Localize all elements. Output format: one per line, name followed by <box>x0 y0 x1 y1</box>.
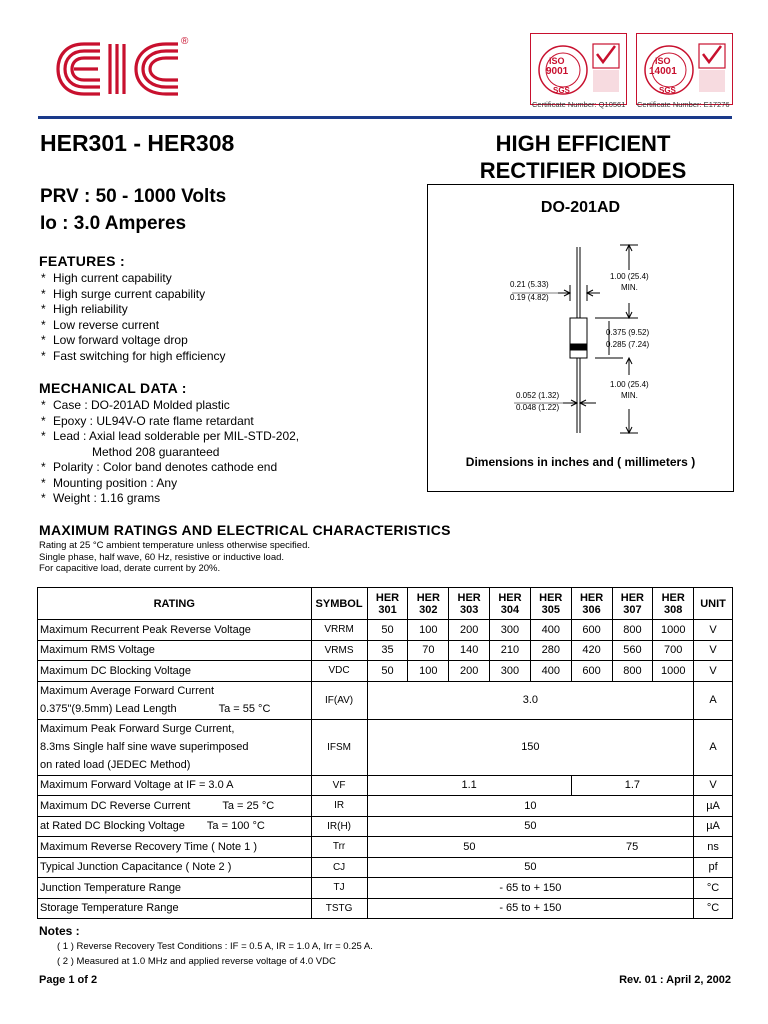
table-cell: Trr <box>311 837 367 858</box>
table-cell: IF(AV) <box>311 681 367 719</box>
table-cell: IR(H) <box>311 816 367 837</box>
part-header <box>530 588 571 620</box>
table-cell: IR <box>311 796 367 817</box>
table-cell: Maximum Peak Forward Surge Current, 8.3ms Single half sine wave superimposed on rated load (JEDEC Method) <box>38 719 312 775</box>
table-cell: A <box>694 719 733 775</box>
table-row <box>38 878 733 899</box>
lead-length-top-min: MIN. <box>621 283 638 292</box>
part-header <box>571 588 612 620</box>
table-cell: 50 <box>367 661 408 682</box>
body-dia-max: 0.21 (5.33) <box>510 280 549 289</box>
table-cell: 280 <box>530 640 571 661</box>
features-heading: FEATURES : <box>39 253 125 269</box>
table-cell: HER <box>661 591 685 604</box>
table-cell: 301 <box>378 603 397 616</box>
table-cell: VDC <box>311 661 367 682</box>
table-cell: 300 <box>490 661 531 682</box>
table-cell: 1000 <box>653 661 694 682</box>
body-dia-min: 0.19 (4.82) <box>510 293 549 302</box>
table-cell: 150 <box>367 719 694 775</box>
table-cell: HER <box>375 591 400 604</box>
page-number: Page 1 of 2 <box>39 974 98 986</box>
table-cell: 600 <box>571 620 612 641</box>
table-cell: HER <box>620 591 645 604</box>
rating-note: Rating at 25 °C ambient temperature unless otherwise specified. <box>39 540 310 551</box>
table-cell: 200 <box>449 661 490 682</box>
table-cell: °C <box>694 878 733 899</box>
table-cell: Maximum DC Blocking Voltage <box>38 661 312 682</box>
package-drawing <box>428 185 733 491</box>
table-header-row <box>38 588 733 620</box>
table-row <box>38 857 733 878</box>
list-item: * Lead : Axial lead solderable per MIL-STD-202, <box>39 429 419 445</box>
iso9001-badge <box>530 33 627 105</box>
notes-section <box>39 924 729 969</box>
header-rule <box>38 116 732 119</box>
table-cell: 304 <box>500 603 520 616</box>
table-cell: 302 <box>419 603 438 616</box>
table-cell: at Rated DC Blocking Voltage Ta = 100 °C <box>38 816 312 837</box>
table-cell: 600 <box>571 661 612 682</box>
part-range-title: HER301 - HER308 <box>40 130 235 156</box>
table-cell: 303 <box>459 603 479 616</box>
list-item: * Weight : 1.16 grams <box>39 491 419 507</box>
table-row <box>38 681 733 719</box>
note-1: ( 1 ) Reverse Recovery Test Conditions : IF = 0.5 A, IR = 1.0 A, Irr = 0.25 A. <box>57 941 373 952</box>
table-cell: 1.7 <box>571 775 693 796</box>
ratings-table <box>37 587 733 919</box>
lead-length-bottom-min: MIN. <box>621 391 638 400</box>
part-header <box>612 588 653 620</box>
table-cell: 100 <box>408 620 449 641</box>
body-length-min: 0.285 (7.24) <box>606 340 650 349</box>
table-cell: 420 <box>571 640 612 661</box>
rating-note: Single phase, half wave, 60 Hz, resistive or inductive load. <box>39 551 285 563</box>
table-cell: VF <box>311 775 367 796</box>
table-row <box>38 898 733 919</box>
table-row <box>38 775 733 796</box>
iso-label: ISO <box>549 56 565 66</box>
table-cell: 306 <box>582 603 601 616</box>
part-header <box>653 588 694 620</box>
table-cell: 70 <box>408 640 449 661</box>
table-cell: 50 <box>367 620 408 641</box>
table-cell: IFSM <box>311 719 367 775</box>
iso-label: ISO <box>655 56 671 66</box>
table-cell: VRRM <box>311 620 367 641</box>
iso-number: 14001 <box>649 66 677 77</box>
body-length-max: 0.375 (9.52) <box>606 328 650 337</box>
table-cell: V <box>694 640 733 661</box>
table-cell: HER <box>579 591 604 604</box>
table-row <box>38 640 733 661</box>
table-cell: - 65 to + 150 <box>367 878 694 899</box>
mechanical-heading: MECHANICAL DATA : <box>39 380 187 396</box>
table-cell: A <box>694 681 733 719</box>
prv-spec: PRV : 50 - 1000 Volts <box>40 186 227 207</box>
table-cell: ns <box>694 837 733 858</box>
unit-header: UNIT <box>694 588 733 620</box>
table-cell: 300 <box>490 620 531 641</box>
table-cell: 210 <box>490 640 531 661</box>
table-cell: Maximum RMS Voltage <box>38 640 312 661</box>
table-cell: 560 <box>612 640 653 661</box>
list-item: * Low reverse current <box>39 318 419 334</box>
list-item: * Polarity : Color band denotes cathode end <box>39 460 419 476</box>
lead-dia-min: 0.048 (1.22) <box>516 403 560 412</box>
dimensions-caption: Dimensions in inches and ( millimeters ) <box>465 455 696 469</box>
symbol-header: SYMBOL <box>311 588 367 620</box>
list-item: * Case : DO-201AD Molded plastic <box>39 398 419 414</box>
table-cell: 10 <box>367 796 694 817</box>
table-cell: µA <box>694 796 733 817</box>
lead-length-bottom: 1.00 (25.4) <box>610 380 649 389</box>
part-header <box>449 588 490 620</box>
table-cell: Maximum Reverse Recovery Time ( Note 1 ) <box>38 837 312 858</box>
table-cell: 800 <box>612 661 653 682</box>
table-cell: °C <box>694 898 733 919</box>
table-cell: 50 <box>367 857 694 878</box>
table-cell: HER <box>457 591 481 604</box>
iso-number: 9001 <box>546 66 569 77</box>
table-cell: 700 <box>653 640 694 661</box>
sgs-label: SGS <box>553 86 570 95</box>
io-spec: Io : 3.0 Amperes <box>40 213 187 234</box>
part-header <box>367 588 408 620</box>
list-item: * Mounting position : Any <box>39 476 419 492</box>
table-cell: 75 <box>571 837 693 858</box>
cert-number-2: Certificate Number: E17276 <box>637 100 730 109</box>
table-cell: Maximum Recurrent Peak Reverse Voltage <box>38 620 312 641</box>
table-cell: Junction Temperature Range <box>38 878 312 899</box>
table-cell: 50 <box>367 816 694 837</box>
list-item: * Low forward voltage drop <box>39 333 419 349</box>
cert-number-1: Certificate Number: Q10561 <box>532 100 626 109</box>
key-specs <box>40 183 226 237</box>
table-cell: 305 <box>541 603 560 616</box>
sgs-label: SGS <box>659 86 676 95</box>
mechanical-section <box>39 380 419 507</box>
table-cell: 308 <box>664 603 683 616</box>
part-header <box>490 588 531 620</box>
list-item: * Fast switching for high efficiency <box>39 349 419 365</box>
package-name: DO-201AD <box>540 199 621 216</box>
table-cell: Maximum Forward Voltage at IF = 3.0 A <box>38 775 312 796</box>
table-cell: HER <box>416 591 440 604</box>
lead-length-top: 1.00 (25.4) <box>610 272 649 281</box>
product-title-line1: HIGH EFFICIENT <box>495 131 671 156</box>
list-item-continuation: Method 208 guaranteed <box>92 444 220 459</box>
table-cell: 800 <box>612 620 653 641</box>
table-row <box>38 837 733 858</box>
table-cell: Maximum DC Reverse Current Ta = 25 °C <box>38 796 312 817</box>
table-row <box>38 816 733 837</box>
table-cell: V <box>694 775 733 796</box>
table-cell: 307 <box>623 603 642 616</box>
table-row <box>38 661 733 682</box>
product-title <box>430 130 736 184</box>
rating-note: For capacitive load, derate current by 20%. <box>39 563 221 574</box>
eic-logo <box>54 38 196 100</box>
table-cell: - 65 to + 150 <box>367 898 694 919</box>
table-cell: 50 <box>367 837 571 858</box>
iso14001-badge <box>636 33 733 105</box>
rating-header: RATING <box>38 588 312 620</box>
table-row <box>38 620 733 641</box>
table-cell: V <box>694 620 733 641</box>
table-cell: Typical Junction Capacitance ( Note 2 ) <box>38 857 312 878</box>
registered-mark: ® <box>181 36 189 47</box>
table-cell: 3.0 <box>367 681 694 719</box>
table-cell: HER <box>498 591 522 604</box>
table-cell: 1.1 <box>367 775 571 796</box>
ratings-heading: MAXIMUM RATINGS AND ELECTRICAL CHARACTERISTICS <box>39 522 451 538</box>
ratings-section <box>39 522 729 575</box>
product-title-line2: RECTIFIER DIODES <box>479 158 687 183</box>
table-cell: TJ <box>311 878 367 899</box>
table-cell: pf <box>694 857 733 878</box>
part-header <box>408 588 449 620</box>
table-cell: Storage Temperature Range <box>38 898 312 919</box>
features-list <box>39 271 419 364</box>
table-cell: HER <box>539 591 563 604</box>
list-item: * Epoxy : UL94V-O rate flame retardant <box>39 414 419 430</box>
table-cell: 1000 <box>653 620 694 641</box>
table-cell: 400 <box>530 620 571 641</box>
table-row <box>38 719 733 775</box>
table-cell: 35 <box>367 640 408 661</box>
revision: Rev. 01 : April 2, 2002 <box>619 974 731 986</box>
list-item: * High surge current capability <box>39 287 419 303</box>
table-cell: Maximum Average Forward Current 0.375"(9.5mm) Lead Length Ta = 55 °C <box>38 681 312 719</box>
package-outline-box <box>427 184 734 492</box>
table-cell: CJ <box>311 857 367 878</box>
table-cell: VRMS <box>311 640 367 661</box>
table-cell: 100 <box>408 661 449 682</box>
mechanical-list <box>39 398 419 507</box>
table-cell: 200 <box>449 620 490 641</box>
table-cell: 140 <box>449 640 490 661</box>
table-cell: V <box>694 661 733 682</box>
table-cell: 400 <box>530 661 571 682</box>
table-row <box>38 796 733 817</box>
table-cell: µA <box>694 816 733 837</box>
table-cell: TSTG <box>311 898 367 919</box>
lead-dia-max: 0.052 (1.32) <box>516 391 560 400</box>
list-item: * High current capability <box>39 271 419 287</box>
features-section <box>39 253 419 364</box>
note-2: ( 2 ) Measured at 1.0 MHz and applied reverse voltage of 4.0 VDC <box>57 956 336 967</box>
notes-heading: Notes : <box>39 924 80 938</box>
list-item: * High reliability <box>39 302 419 318</box>
